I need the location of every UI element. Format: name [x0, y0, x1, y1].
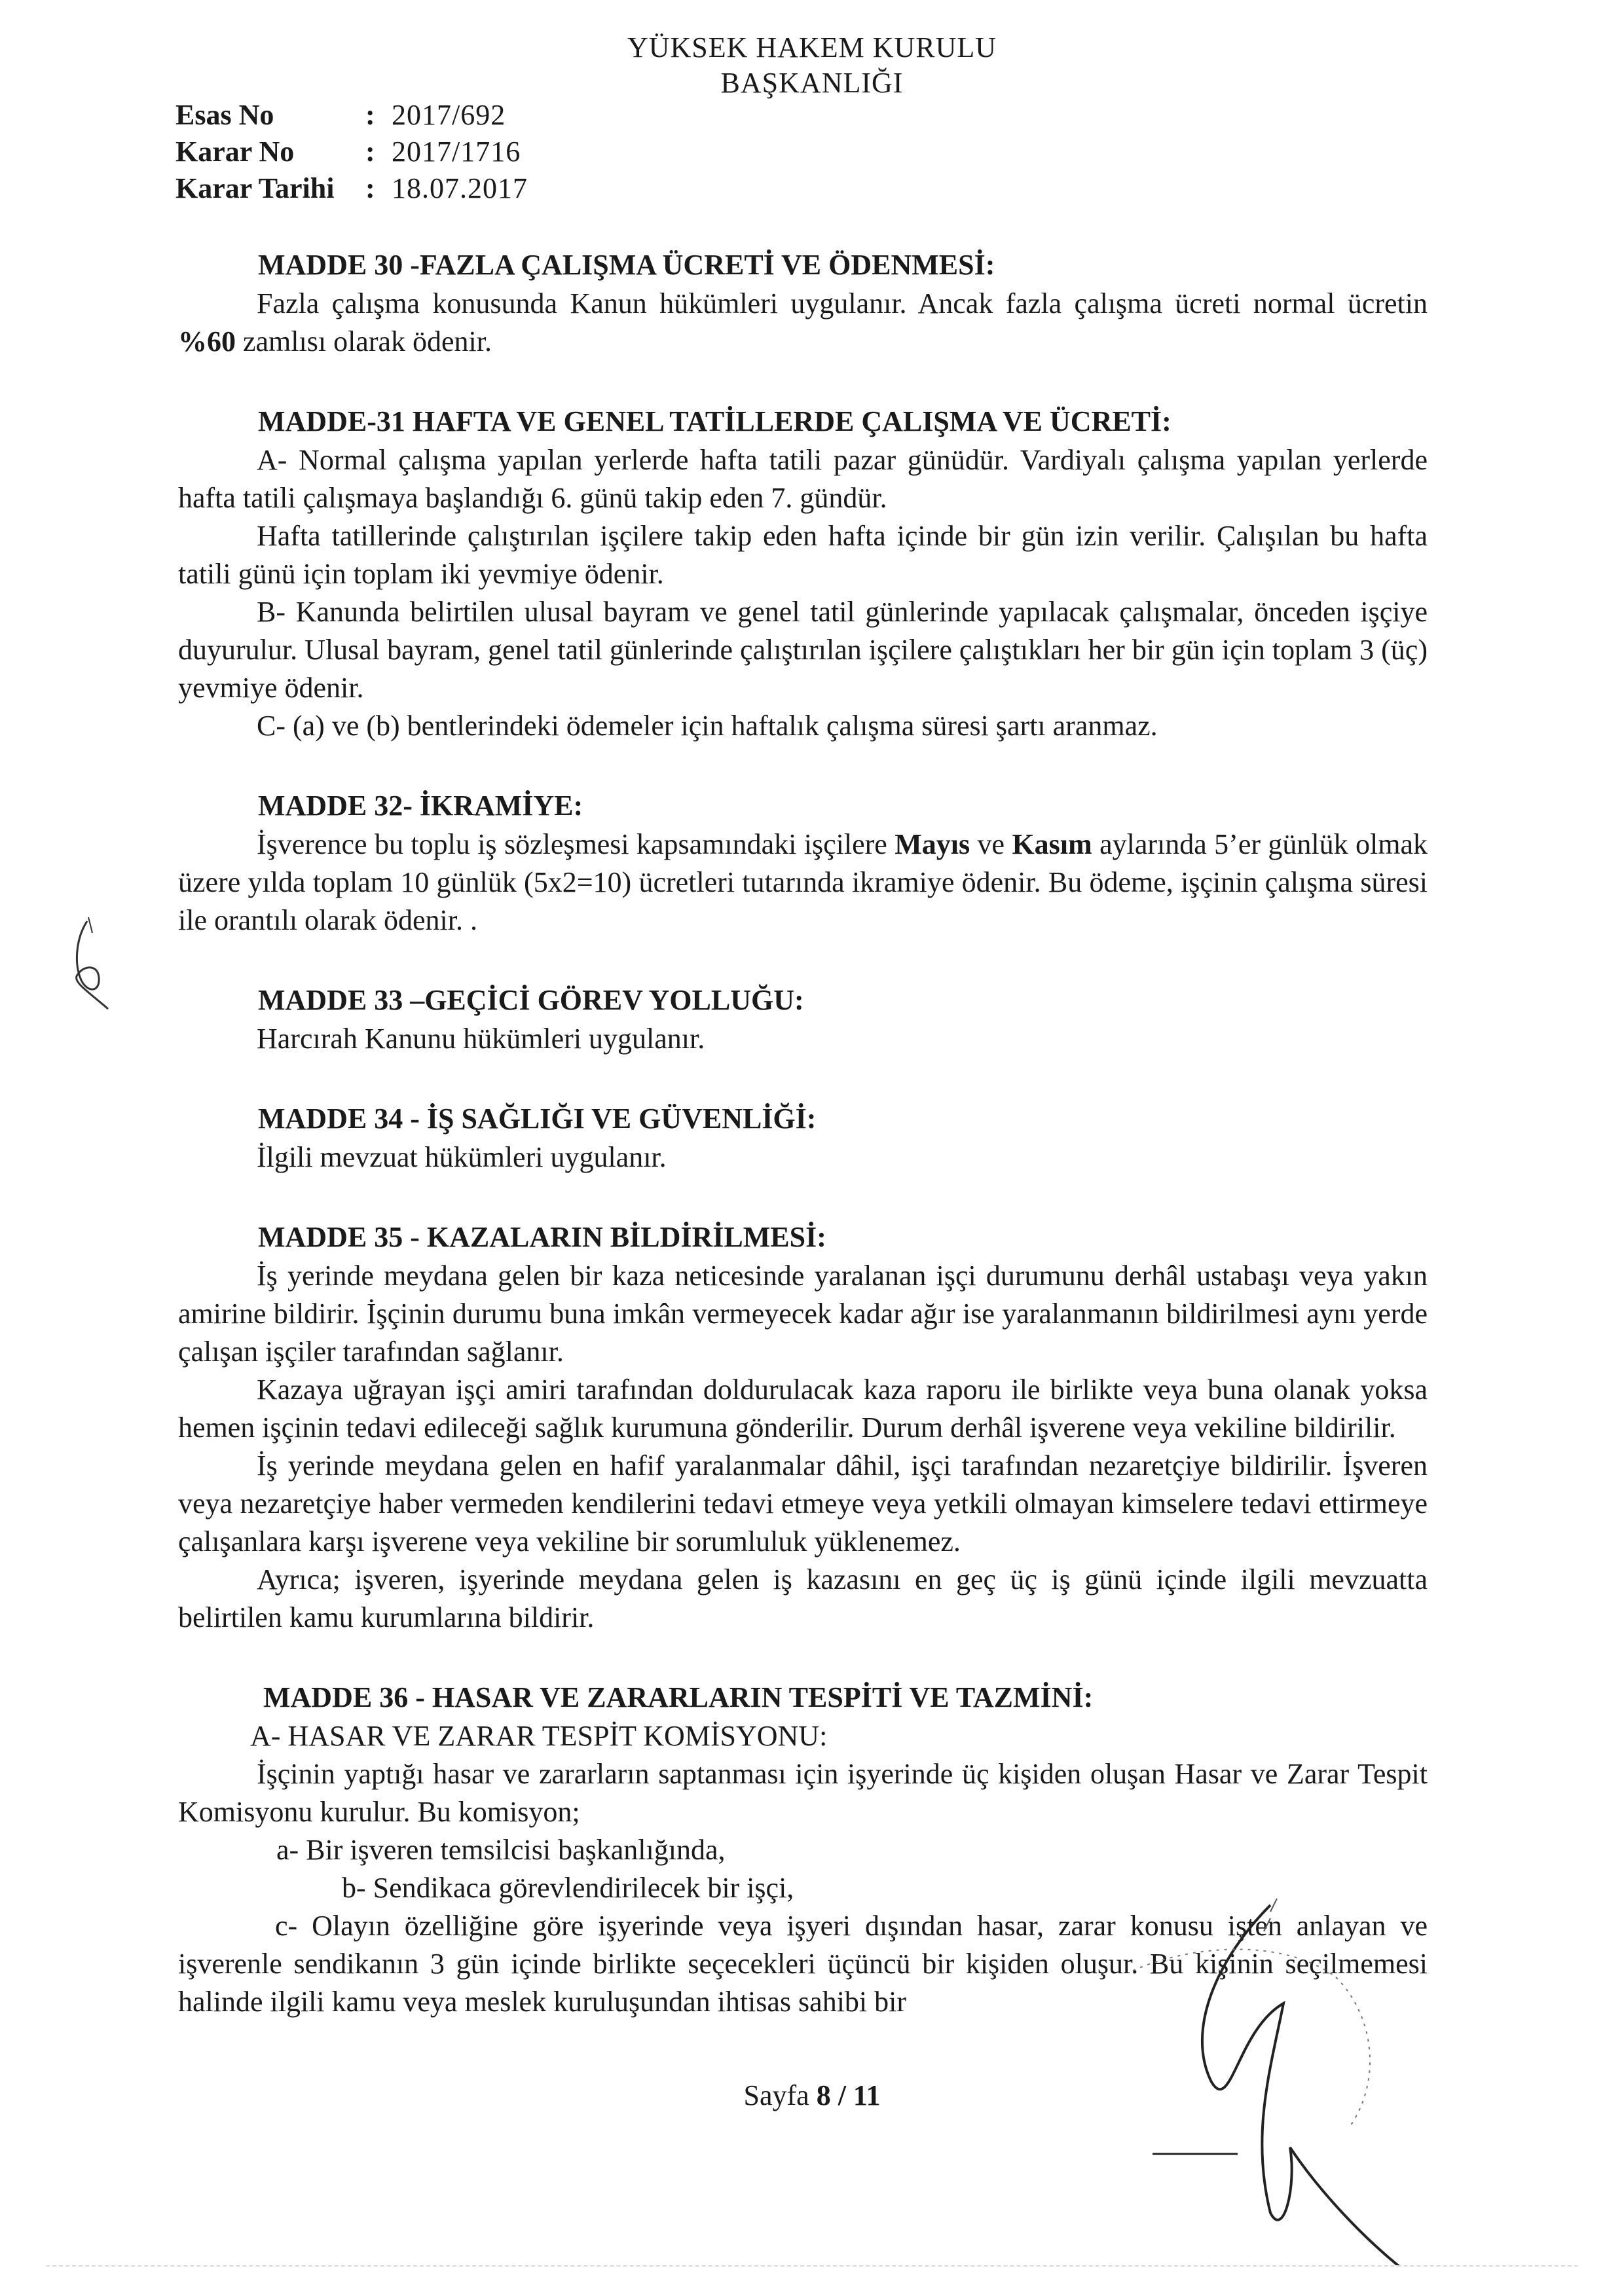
article-paragraph — [178, 285, 1428, 361]
meta-colon: : — [365, 136, 375, 168]
text-run: zamlısı olarak ödenir. — [236, 325, 492, 357]
list-item: b- Sendikaca görevlendirilecek bir işçi, — [342, 1872, 794, 1904]
meta-row-esas — [175, 97, 528, 134]
article-35 — [178, 1218, 1428, 1637]
article-paragraph: İş yerinde meydana gelen en hafif yaralanmalar dâhil, işçi tarafından nezaretçiye bildirilir. İşveren veya nezaretçiye haber vermeden kendilerini tedavi etmeye veya yetkili olmayan kimselere tedavi ettirmeye çalışanlara karşı işverene veya vekiline bir sorumluluk yüklenemez. — [178, 1449, 1428, 1558]
page-number-value: 8 / 11 — [816, 2079, 881, 2111]
list-item: a- Bir işveren temsilcisi başkanlığında, — [276, 1834, 726, 1866]
article-32 — [178, 786, 1428, 939]
text-run: İşverence bu toplu iş sözleşmesi kapsamındaki işçilere — [257, 828, 895, 860]
article-31 — [178, 402, 1428, 745]
meta-value: 18.07.2017 — [392, 172, 528, 204]
article-paragraph: Hafta tatillerinde çalıştırılan işçilere takip eden hafta içinde bir gün izin verilir. Çalışılan bu hafta tatili günü için toplam iki yevmiye ödenir. — [178, 520, 1428, 590]
bold-text: Mayıs — [895, 828, 970, 860]
meta-label: Esas No — [175, 99, 274, 131]
article-heading: MADDE 36 - HASAR VE ZARARLARIN TESPİTİ VE TAZMİNİ: — [263, 1681, 1094, 1713]
article-paragraph: Harcırah Kanunu hükümleri uygulanır. — [257, 1023, 705, 1055]
article-paragraph: A- Normal çalışma yapılan yerlerde hafta tatili pazar günüdür. Vardiyalı çalışma yapılan yerlerde hafta tatili çalışmaya başlandığı 6. günü takip eden 7. gündür. — [178, 444, 1428, 514]
article-paragraph: İlgili mevzuat hükümleri uygulanır. — [257, 1141, 667, 1173]
text-run: Fazla çalışma konusunda Kanun hükümleri uygulanır. Ancak fazla çalışma ücreti normal ücretin — [257, 287, 1428, 319]
margin-initial-mark — [62, 913, 121, 1015]
meta-row-karar-tarihi — [175, 170, 528, 207]
bold-text: %60 — [178, 325, 236, 357]
header-title-line1: YÜKSEK HAKEM KURULU — [627, 31, 997, 64]
meta-row-karar — [175, 134, 528, 170]
article-heading: MADDE 35 - KAZALARIN BİLDİRİLMESİ: — [258, 1221, 826, 1253]
article-heading: MADDE 33 –GEÇİCİ GÖREV YOLLUĞU: — [258, 984, 804, 1016]
article-paragraph: C- (a) ve (b) bentlerindeki ödemeler için haftalık çalışma süresi şartı aranmaz. — [257, 710, 1158, 742]
article-34 — [178, 1099, 1428, 1176]
bold-text: Kasım — [1012, 828, 1092, 860]
article-33 — [178, 981, 1428, 1058]
article-paragraph: Kazaya uğrayan işçi amiri tarafından doldurulacak kaza raporu ile birlikte veya buna olanak yoksa hemen işçinin tedavi edileceği sağlık kurumuna gönderilir. Durum derhâl işverene veya vekiline bildirilir. — [178, 1374, 1428, 1444]
meta-value: 2017/692 — [392, 99, 506, 131]
meta-colon: : — [365, 172, 375, 204]
case-metadata — [175, 97, 528, 207]
meta-label: Karar No — [175, 136, 295, 168]
meta-value: 2017/1716 — [392, 136, 521, 168]
text-run: aylarında 5’er günlük olmak üzere yılda toplam 10 günlük (5x2=10) ücretleri tutarında ikramiye ödenir. Bu ödeme, işçinin çalışma süresi ile orantılı olarak ödenir. . — [178, 828, 1428, 936]
article-heading: MADDE 34 - İŞ SAĞLIĞI VE GÜVENLİĞİ: — [258, 1102, 817, 1135]
scan-edge-line — [46, 2265, 1578, 2267]
document-body — [178, 246, 1428, 2021]
article-subheading: A- HASAR VE ZARAR TESPİT KOMİSYONU: — [250, 1720, 828, 1752]
meta-label: Karar Tarihi — [175, 172, 335, 204]
article-paragraph: B- Kanunda belirtilen ulusal bayram ve genel tatil günlerinde yapılacak çalışmalar, önceden işçiye duyurulur. Ulusal bayram, genel tatil günlerinde çalıştırılan işçilere çalıştıkları her bir gün için toplam 3 (üç) yevmiye ödenir. — [178, 596, 1428, 704]
article-heading: MADDE-31 HAFTA VE GENEL TATİLLERDE ÇALIŞMA VE ÜCRETİ: — [258, 405, 1172, 437]
article-heading: MADDE 30 -FAZLA ÇALIŞMA ÜCRETİ VE ÖDENMESİ: — [258, 249, 995, 281]
article-heading: MADDE 32- İKRAMİYE: — [258, 790, 583, 822]
article-paragraph: Ayrıca; işveren, işyerinde meydana gelen iş kazasını en geç üç iş günü içinde ilgili mevzuatta belirtilen kamu kurumlarına bildirir. — [178, 1563, 1428, 1633]
signature-scribble — [1074, 1872, 1441, 2269]
header-title-line2: BAŞKANLIĞI — [720, 67, 904, 99]
page-number-prefix: Sayfa — [743, 2079, 817, 2111]
article-paragraph — [178, 826, 1428, 939]
article-paragraph: İş yerinde meydana gelen bir kaza neticesinde yaralanan işçi durumunu derhâl ustabaşı veya yakın amirine bildirir. İşçinin durumu buna imkân vermeyecek kadar ağır ise yaralanmanın bildirilmesi aynı yerde çalışan işçiler tarafından sağlanır. — [178, 1260, 1428, 1368]
article-paragraph: İşçinin yaptığı hasar ve zararların saptanması için işyerinde üç kişiden oluşan Hasar ve Zarar Tespit Komisyonu kurulur. Bu komisyon; — [178, 1758, 1428, 1828]
text-run: ve — [970, 828, 1012, 860]
list-item: c- Olayın özelliğine göre işyerinde veya işyeri dışından hasar, zarar konusu işten anlayan ve işverenle sendikanın 3 gün içinde birlikte seçecekleri üçüncü bir kişiden oluşur. Bu kişinin seçilmemesi halinde ilgili kamu veya meslek kuruluşundan ihtisas sahibi bir — [178, 1910, 1428, 2018]
meta-colon: : — [365, 99, 375, 131]
article-30 — [178, 246, 1428, 361]
